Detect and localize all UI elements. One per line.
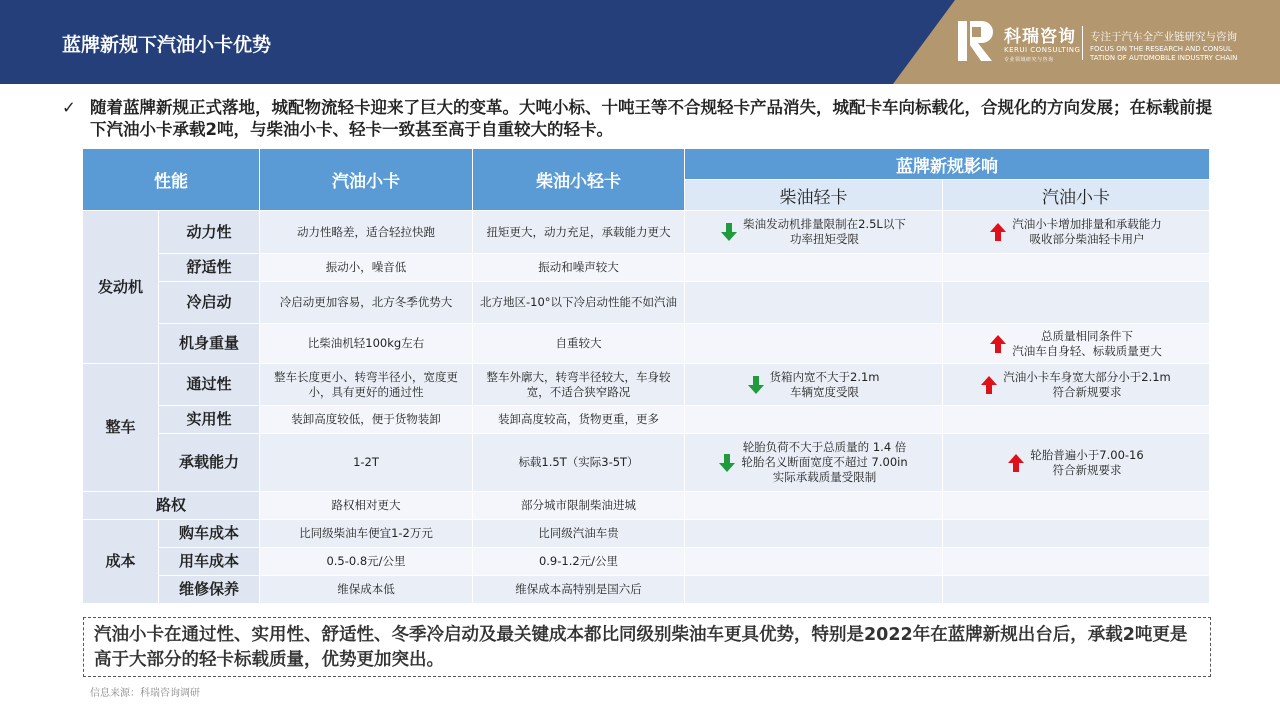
table-row <box>83 324 1210 364</box>
diesel-truck-cell: 扭矩更大，动力充足，承载能力更大 <box>473 211 685 254</box>
gas-truck-cell: 振动小，噪音低 <box>260 254 473 282</box>
diesel-truck-cell: 整车外廓大，转弯半径较大，车身较宽，不适合狭窄路况 <box>473 364 685 406</box>
group-road: 路权 <box>83 492 260 520</box>
comparison-table <box>82 148 1210 604</box>
diesel-truck-cell: 比同级汽油车贵 <box>473 520 685 548</box>
diesel-truck-cell: 北方地区-10°以下冷启动性能不如汽油 <box>473 282 685 324</box>
group-cost: 成本 <box>83 520 159 604</box>
impact-gas-cell-text: 汽油小卡增加排量和承载能力 吸收部分柴油轻卡用户 <box>1012 217 1162 246</box>
impact-diesel-cell <box>685 492 943 520</box>
gas-truck-cell: 比柴油机轻100kg左右 <box>260 324 473 364</box>
diesel-truck-cell: 部分城市限制柴油进城 <box>473 492 685 520</box>
row-item-label: 舒适性 <box>159 254 260 282</box>
brand-slogan-en-1: FOCUS ON THE RESEARCH AND CONSUL <box>1090 45 1232 53</box>
diesel-truck-cell: 振动和噪声较大 <box>473 254 685 282</box>
gas-truck-cell: 装卸高度较低，便于货物装卸 <box>260 406 473 434</box>
header-impact-gas: 汽油小卡 <box>943 180 1210 211</box>
table-row <box>83 548 1210 576</box>
impact-gas-cell <box>943 492 1210 520</box>
header-gas-truck: 汽油小卡 <box>260 149 473 211</box>
arrow-up-icon <box>981 376 997 394</box>
impact-diesel-cell-content <box>689 370 938 400</box>
diesel-truck-cell: 标载1.5T（实际3-5T） <box>473 434 685 492</box>
group-engine: 发动机 <box>83 211 159 364</box>
impact-diesel-cell-text: 货箱内宽不大于2.1m 车辆宽度受限 <box>769 369 880 399</box>
brand-name-en: KERUI CONSULTING <box>1004 46 1081 54</box>
impact-gas-cell-content <box>947 370 1205 400</box>
impact-diesel-cell <box>685 324 943 364</box>
impact-diesel-cell <box>685 576 943 604</box>
check-icon: ✓ <box>62 98 76 117</box>
row-item-label: 用车成本 <box>159 548 260 576</box>
row-item-label: 通过性 <box>159 364 260 406</box>
row-item-label: 实用性 <box>159 406 260 434</box>
arrow-down-icon <box>748 376 764 394</box>
header-performance: 性能 <box>83 149 260 211</box>
brand-name-tiny: 专业领域研究与咨询 <box>1004 57 1054 63</box>
gas-truck-cell: 冷启动更加容易，北方冬季优势大 <box>260 282 473 324</box>
brand-slogan-cn: 专注于汽车全产业链研究与咨询 <box>1090 31 1237 43</box>
table-row <box>83 576 1210 604</box>
impact-diesel-cell-text: 柴油发动机排量限制在2.5L以下 功率扭矩受限 <box>743 217 906 246</box>
group-vehicle: 整车 <box>83 364 159 492</box>
row-item-label: 承载能力 <box>159 434 260 492</box>
row-item-label: 维修保养 <box>159 576 260 604</box>
diesel-truck-cell: 0.9-1.2元/公里 <box>473 548 685 576</box>
impact-gas-cell-content <box>947 329 1205 359</box>
gas-truck-cell: 比同级柴油车便宜1-2万元 <box>260 520 473 548</box>
impact-gas-cell <box>943 520 1210 548</box>
table-row <box>83 211 1210 254</box>
header-impact-diesel: 柴油轻卡 <box>685 180 943 211</box>
impact-gas-cell-text: 汽油小卡车身宽大部分小于2.1m 符合新规要求 <box>1003 369 1171 399</box>
page-title: 蓝牌新规下汽油小卡优势 <box>62 34 272 56</box>
impact-diesel-cell <box>685 254 943 282</box>
diesel-truck-cell: 装卸高度较高，货物更重，更多 <box>473 406 685 434</box>
impact-gas-cell <box>943 282 1210 324</box>
table-row <box>83 254 1210 282</box>
impact-gas-cell <box>943 434 1210 492</box>
impact-gas-cell-text: 总质量相同条件下 汽油车自身轻、标载质量更大 <box>1012 328 1162 358</box>
impact-diesel-cell <box>685 364 943 406</box>
arrow-up-icon <box>1008 454 1024 472</box>
impact-gas-cell-content <box>947 448 1205 478</box>
table-row <box>83 492 1210 520</box>
gas-truck-cell: 维保成本低 <box>260 576 473 604</box>
header-diesel-truck: 柴油小轻卡 <box>473 149 685 211</box>
arrow-down-icon <box>721 223 737 241</box>
arrow-up-icon <box>990 335 1006 353</box>
row-item-label: 冷启动 <box>159 282 260 324</box>
gas-truck-cell: 路权相对更大 <box>260 492 473 520</box>
gas-truck-cell: 0.5-0.8元/公里 <box>260 548 473 576</box>
intro-paragraph <box>62 97 1212 141</box>
row-item-label: 购车成本 <box>159 520 260 548</box>
impact-gas-cell <box>943 254 1210 282</box>
impact-diesel-cell <box>685 211 943 254</box>
table-row <box>83 364 1210 406</box>
arrow-up-icon <box>990 223 1006 241</box>
impact-gas-cell <box>943 548 1210 576</box>
impact-diesel-cell <box>685 434 943 492</box>
brand-slogan-en-2: TATION OF AUTOMOBILE INDUSTRY CHAIN <box>1090 54 1238 62</box>
row-item-label: 机身重量 <box>159 324 260 364</box>
impact-diesel-cell <box>685 520 943 548</box>
gas-truck-cell: 整车长度更小、转弯半径小，宽度更小，具有更好的通过性 <box>260 364 473 406</box>
impact-diesel-cell <box>685 548 943 576</box>
impact-diesel-cell <box>685 406 943 434</box>
brand-divider <box>1082 26 1083 60</box>
impact-gas-cell-content <box>947 217 1205 247</box>
impact-gas-cell-text: 轮胎普遍小于7.00-16 符合新规要求 <box>1030 447 1144 477</box>
arrow-down-icon <box>719 454 735 472</box>
impact-diesel-cell-content <box>689 217 938 247</box>
table-row <box>83 434 1210 492</box>
brand-name-cn: 科瑞咨询 <box>1004 27 1076 47</box>
header-bluelabel-impact: 蓝牌新规影响 <box>685 149 1210 180</box>
gas-truck-cell: 动力性略差，适合轻拉快跑 <box>260 211 473 254</box>
impact-gas-cell <box>943 211 1210 254</box>
impact-gas-cell <box>943 324 1210 364</box>
impact-diesel-cell <box>685 282 943 324</box>
impact-diesel-cell-content <box>689 440 938 485</box>
gas-truck-cell: 1-2T <box>260 434 473 492</box>
impact-gas-cell <box>943 406 1210 434</box>
diesel-truck-cell: 自重较大 <box>473 324 685 364</box>
table-row <box>83 406 1210 434</box>
table-row <box>83 520 1210 548</box>
diesel-truck-cell: 维保成本高特别是国六后 <box>473 576 685 604</box>
intro-text: 随着蓝牌新规正式落地，城配物流轻卡迎来了巨大的变革。大吨小标、十吨王等不合规轻卡产品消失，城配卡车向标载化，合规化的方向发展；在标载前提下汽油小卡承载2吨，与柴油小卡、轻卡一致甚至高于自重较大的轻卡。 <box>90 98 1212 139</box>
row-item-label: 动力性 <box>159 211 260 254</box>
kerui-logo-icon <box>958 21 996 61</box>
source-note: 信息来源：科瑞咨询调研 <box>90 688 200 699</box>
impact-gas-cell <box>943 364 1210 406</box>
table-row <box>83 282 1210 324</box>
impact-gas-cell <box>943 576 1210 604</box>
summary-box: 汽油小卡在通过性、实用性、舒适性、冬季冷启动及最关键成本都比同级别柴油车更具优势，特别是2022年在蓝牌新规出台后，承载2吨更是高于大部分的轻卡标载质量，优势更加突出。 <box>83 617 1211 677</box>
impact-diesel-cell-text: 轮胎负荷不大于总质量的 1.4 倍 轮胎名义断面宽度不超过 7.00in 实际承载质量受限制 <box>741 440 908 484</box>
